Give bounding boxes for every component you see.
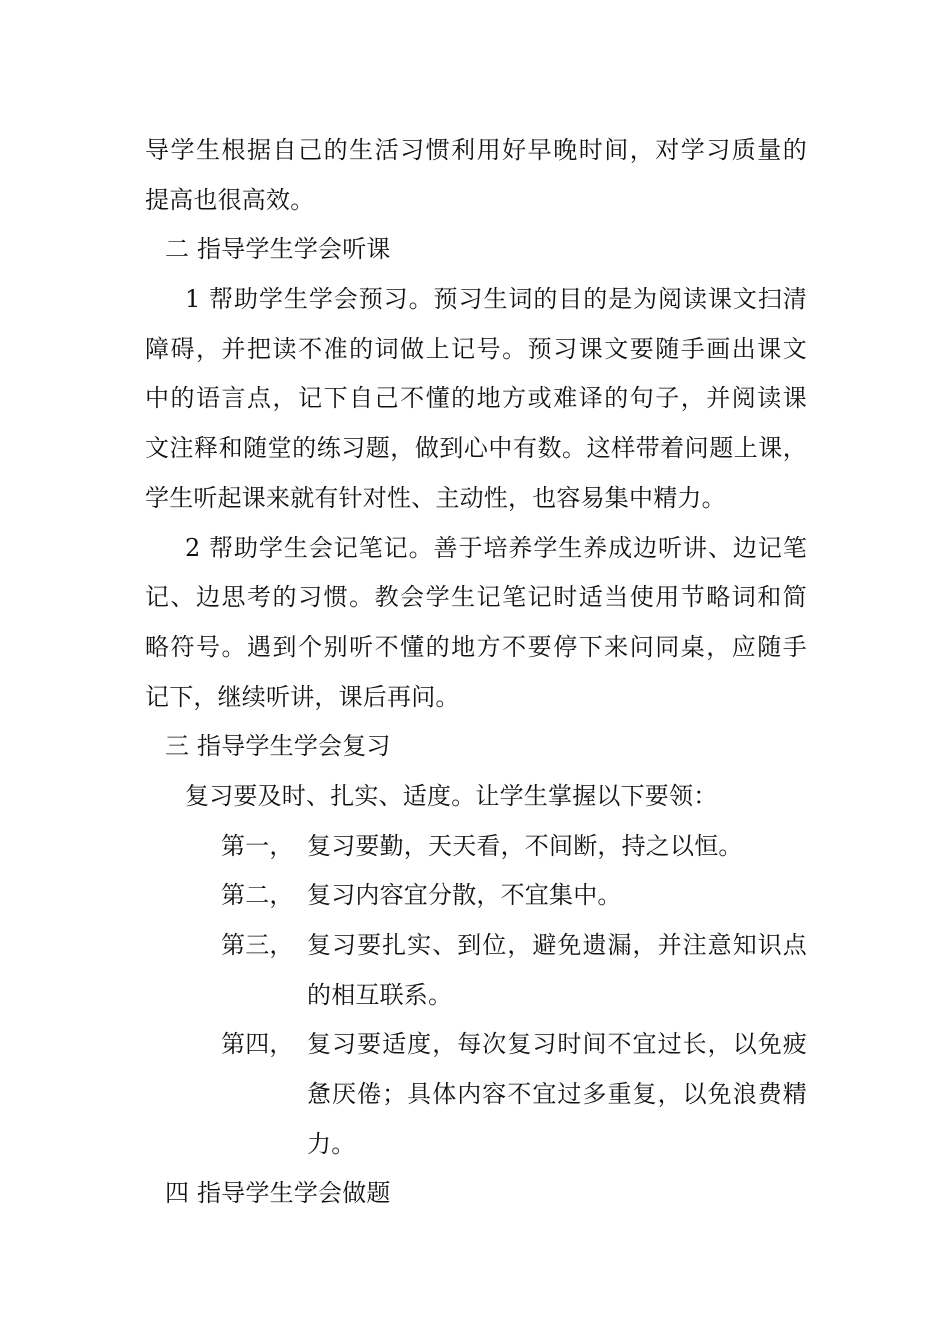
list-item-text	[307, 871, 807, 921]
list-item	[145, 822, 807, 872]
paragraph-line: 提高也很高效。	[145, 185, 315, 214]
paragraph-line: 记、边思考的习惯。教会学生记笔记时适当使用节略词和简	[145, 583, 807, 612]
list-item-line: 力。	[307, 1129, 356, 1158]
list-item-line: 的相互联系。	[307, 980, 453, 1009]
list-item-label: 第一，	[221, 831, 294, 860]
list-item-label: 第三，	[221, 931, 294, 959]
list-item	[145, 921, 807, 1020]
list-item-line: 复习要扎实、到位，避免遗漏，并注意知识点	[307, 931, 807, 959]
paragraph-line: 复习要及时、扎实、适度。让学生掌握以下要领：	[185, 781, 718, 810]
list-item-line: 复习要适度，每次复习时间不宜过长，以免疲	[307, 1030, 807, 1059]
section-heading: 三 指导学生学会复习	[165, 732, 391, 761]
list-item-line: 复习要勤，天天看，不间断，持之以恒。	[307, 831, 743, 860]
list-item-line: 复习内容宜分散，不宜集中。	[307, 881, 622, 910]
paragraph-line: 1 帮助学生学会预习。预习生词的目的是为阅读课文扫清	[185, 285, 807, 314]
list-item-text	[307, 921, 807, 1020]
paragraph-line: 文注释和随堂的练习题，做到心中有数。这样带着问题上课，	[145, 434, 807, 463]
paragraph-line: 中的语言点，记下自己不懂的地方或难译的句子，并阅读课	[145, 384, 807, 413]
list-item	[145, 1020, 807, 1169]
list-item-label: 第二，	[221, 881, 294, 910]
section-heading: 四 指导学生学会做题	[165, 1179, 391, 1208]
list-item-line: 惫厌倦；具体内容不宜过多重复，以免浪费精	[307, 1080, 807, 1109]
section-heading: 二 指导学生学会听课	[165, 235, 391, 264]
paragraph-line: 导学生根据自己的生活习惯利用好早晚时间，对学习质量的	[145, 136, 807, 164]
paragraph-line: 障碍，并把读不准的词做上记号。预习课文要随手画出课文	[145, 334, 807, 363]
paragraph-line: 略符号。遇到个别听不懂的地方不要停下来问同桌，应随手	[145, 632, 807, 661]
paragraph-line: 2 帮助学生会记笔记。善于培养学生养成边听讲、边记笔	[185, 533, 807, 562]
list-item-text	[307, 822, 807, 872]
list-item-text	[307, 1020, 807, 1169]
paragraph-line: 学生听起课来就有针对性、主动性，也容易集中精力。	[145, 483, 726, 512]
list-item-label: 第四，	[221, 1030, 294, 1059]
paragraph-line: 记下，继续听讲，课后再问。	[145, 682, 460, 711]
document-page	[145, 126, 807, 1219]
list-item	[145, 871, 807, 921]
